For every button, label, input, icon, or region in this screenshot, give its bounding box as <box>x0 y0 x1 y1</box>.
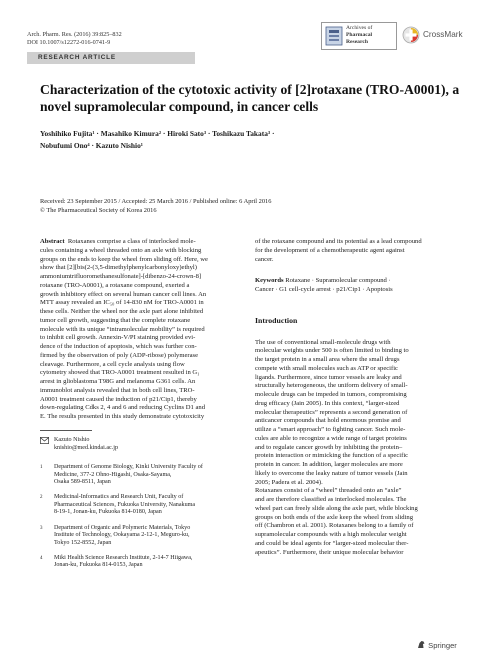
affiliation-line: Osaka 589-8511, Japan <box>54 479 111 486</box>
text-line: show that [2][bis(2-(3,5-dimethylphenylcarbonyloxy)ethyl) <box>40 264 197 272</box>
affiliation-number: 4 <box>40 555 43 561</box>
envelope-icon <box>40 437 49 448</box>
text-line: ligands. Furthermore, since tumor vessels are leaky and <box>255 373 402 381</box>
affiliation-line: 8-19-1, Jonan-ku, Fukuoka 814-0180, Japan <box>54 509 162 516</box>
text-line: wheel part can freely slide along the axle part, while blocking <box>255 504 418 512</box>
article-type-banner: RESEARCH ARTICLE <box>27 52 195 64</box>
text-line: growth inhibitory effect on several human cancer cell lines. An <box>40 290 207 298</box>
text-line: likely to overcome the leaky nature of tumor vessels (Jain <box>255 469 408 477</box>
text-line: groups on both ends of the axle keep the wheel from sliding <box>255 513 414 521</box>
text-line: to inhibit cell growth. Annexin-V/PI staining provided evi- <box>40 334 196 342</box>
text-line: of the rotaxane compound and its potential as a lead compound <box>255 238 422 245</box>
journal-citation: Arch. Pharm. Res. (2016) 39:825–832 <box>27 31 122 38</box>
text-line: The use of conventional small-molecule drugs with <box>255 338 391 346</box>
keywords-line-2: Cancer · G1 cell-cycle arrest · p21/Cip1 · Apoptosis <box>255 286 393 293</box>
introduction-body <box>255 339 463 558</box>
text-line: these cells. Neither the wheel nor the axle part alone inhibited <box>40 308 204 315</box>
text-line-content: Rotaxanes comprise a class of interlocked mole- <box>67 238 196 245</box>
crossmark-badge[interactable] <box>402 26 472 46</box>
affiliation-line: Jonan-ku, Fukuoka 814-0153, Japan <box>54 562 143 569</box>
text-line: apeutics”. Furthermore, their unique molecular behavior <box>255 548 404 556</box>
text-line: molecular therapeutics” represents a second generation of <box>255 408 408 416</box>
text-line: molecule with its unique “intramolecular mobility” is required <box>40 325 205 333</box>
crossmark-icon <box>402 26 420 44</box>
text-line: A0001 treatment caused the induction of p21/Cip1, thereby <box>40 395 197 403</box>
doi[interactable]: DOI 10.1007/s12272-016-0741-9 <box>27 39 111 46</box>
text-line: E. The results presented in this study demonstrate cytotoxicity <box>40 413 205 420</box>
corresponding-email[interactable]: knishio@med.kindai.ac.jp <box>54 444 118 451</box>
text-line: and could be ideal agents for “larger-sized molecular ther- <box>255 539 409 547</box>
publication-dates <box>40 198 470 215</box>
text-line: down-regulating Cdks 2, 4 and 6 and reducing Cyclins D1 and <box>40 404 205 412</box>
publisher-mark <box>417 640 457 650</box>
affiliation-line: Institute of Technology, Ookayama 2-12-1, Meguro-ku, <box>54 532 190 539</box>
text-line: dence of the induction of apoptosis, which was further con- <box>40 343 197 350</box>
affiliation-line: Department of Genome Biology, Kinki University Faculty of <box>54 464 203 470</box>
text-line: for the development of a chemotherapeutic agent against <box>255 246 405 254</box>
keywords <box>255 277 463 295</box>
affiliation-line: Department of Organic and Polymeric Materials, Tokyo <box>54 524 191 531</box>
text-line: molecular weights under 500 is often limited to binding to <box>255 347 409 355</box>
text-line: groups on the ends to keep the wheel from sliding off. Here, we <box>40 255 208 263</box>
text-line: utilize a “smart approach” to fighting cancer. Such mole- <box>255 426 406 433</box>
text-line: anticancer compounds that hold enormous promise and <box>255 417 401 425</box>
keywords-line-1: Rotaxane · Supramolecular compound · <box>285 277 391 285</box>
footnote-rule <box>40 430 92 431</box>
author-line-2: Nobufumi Ono⁴ · Kazuto Nishio¹ <box>40 141 143 151</box>
keywords-heading: Keywords <box>255 277 284 285</box>
text-line: structurally heterogeneous, the uniform delivery of small- <box>255 382 408 390</box>
correspondence <box>40 437 248 452</box>
logo-line2: Pharmacal <box>346 31 373 38</box>
text-line: rotaxane (TRO-A0001), a rotaxane compound, exerted a <box>40 281 190 289</box>
text-line: cules containing a wheel threaded onto an axle with blocking <box>40 246 202 254</box>
right-column <box>255 238 463 557</box>
author-list <box>40 128 440 153</box>
text-line: cules are able to recognize a wide range of target proteins <box>255 434 407 442</box>
springer-horse-icon <box>417 640 426 649</box>
text-line <box>40 238 248 247</box>
text-line: drug efficacy (Jain 2005). In this context, “larger-sized <box>255 399 400 407</box>
text-line: immunoblot analysis revealed that in both cell lines, TRO- <box>40 386 195 394</box>
copyright: © The Pharmaceutical Society of Korea 2016 <box>40 206 157 214</box>
text-line: Rotaxanes consist of a “wheel” threaded onto an “axle” <box>255 487 402 495</box>
author-line-1: Yoshihiko Fujita¹ · Masahiko Kimura² · Hiroki Sato³ · Toshikazu Takata³ · <box>40 129 275 138</box>
text-line: cancer. <box>255 255 274 263</box>
logo-line1: Archives of <box>346 25 373 31</box>
text-line: and are therefore classified as interlocked molecules. The <box>255 496 407 503</box>
text-line: supramolecular compounds with a high molecular weight <box>255 531 407 538</box>
affiliation-line: Tokyo 152-8552, Japan <box>54 539 112 546</box>
text-line: ammoniumtrifluoromethanesulfonate]-[dibenzo-24-crown-8] <box>40 273 202 280</box>
text-line: 2005; Padera et al. 2004). <box>255 478 323 486</box>
affiliation-line: Miki Health Science Research Institute, 2-14-7 Hiigawa, <box>54 554 193 561</box>
affiliation-line: Medicinal-Informatics and Research Unit, Faculty of <box>54 494 184 501</box>
affiliation-item <box>40 494 248 517</box>
introduction-heading: Introduction <box>255 315 298 325</box>
text-line: and to regulate cancer growth by inhibiting the protein– <box>255 443 403 451</box>
text-line: molecule drugs can be impeded in tumors, compromising <box>255 391 407 398</box>
text-line: compete with small molecules such as ATP or specific <box>255 364 398 372</box>
affiliation-item <box>40 464 248 487</box>
affiliation-number: 3 <box>40 525 43 531</box>
affiliation-line: Medicine, 377-2 Ohno-Higashi, Osaka-Sayama, <box>54 471 172 478</box>
history-dates: Received: 23 September 2015 / Accepted: 25 March 2016 / Published online: 6 April 2016 <box>40 198 272 205</box>
text-line: firmed by the observation of poly (ADP-ribose) polymerase <box>40 351 199 359</box>
journal-emblem-icon <box>325 26 343 46</box>
text-line: cleavage. Furthermore, a cell cycle analysis using flow <box>40 360 185 368</box>
journal-logo <box>321 22 397 50</box>
abstract-block <box>40 238 248 422</box>
text-line: the target protein in a small area where the small drugs <box>255 356 400 363</box>
paper-title: Characterization of the cytotoxic activity of [2]rotaxane (TRO-A0001), a novel supramolecular compound, in cancer cells <box>40 82 460 115</box>
corresponding-author: Kazuto Nishio <box>54 437 90 443</box>
springer-label: Springer <box>428 641 457 650</box>
affiliation-item <box>40 555 248 570</box>
logo-line3: Research <box>346 38 368 45</box>
affiliation-item <box>40 525 248 548</box>
text-line: protein interaction or mimicking the function of a specific <box>255 452 409 460</box>
affiliation-number: 1 <box>40 465 43 470</box>
text-line: arrest in glioblastoma T98G and melanoma G361 cells. An <box>40 378 196 385</box>
affiliation-line: Pharmaceutical Sciences, Fukuoka University, Nanakuma <box>54 501 196 508</box>
text-line: cytometry showed that TRO-A0001 treatment resulted in G₁ <box>40 369 200 377</box>
abstract-heading: Abstract <box>40 238 65 245</box>
text-line: MTT assay revealed an IC₅₀ of 14-830 nM for TRO-A0001 in <box>40 299 204 307</box>
text-line: tumor cell growth, suggesting that the complete rotaxane <box>40 316 191 324</box>
crossmark-label: CrossMark <box>423 30 463 39</box>
affiliation-number: 2 <box>40 495 43 501</box>
text-line: protein in cancer. In addition, larger molecules are more <box>255 461 403 468</box>
text-line: off (Chambron et al. 2001). Rotaxanes belong to a family of <box>255 522 414 530</box>
